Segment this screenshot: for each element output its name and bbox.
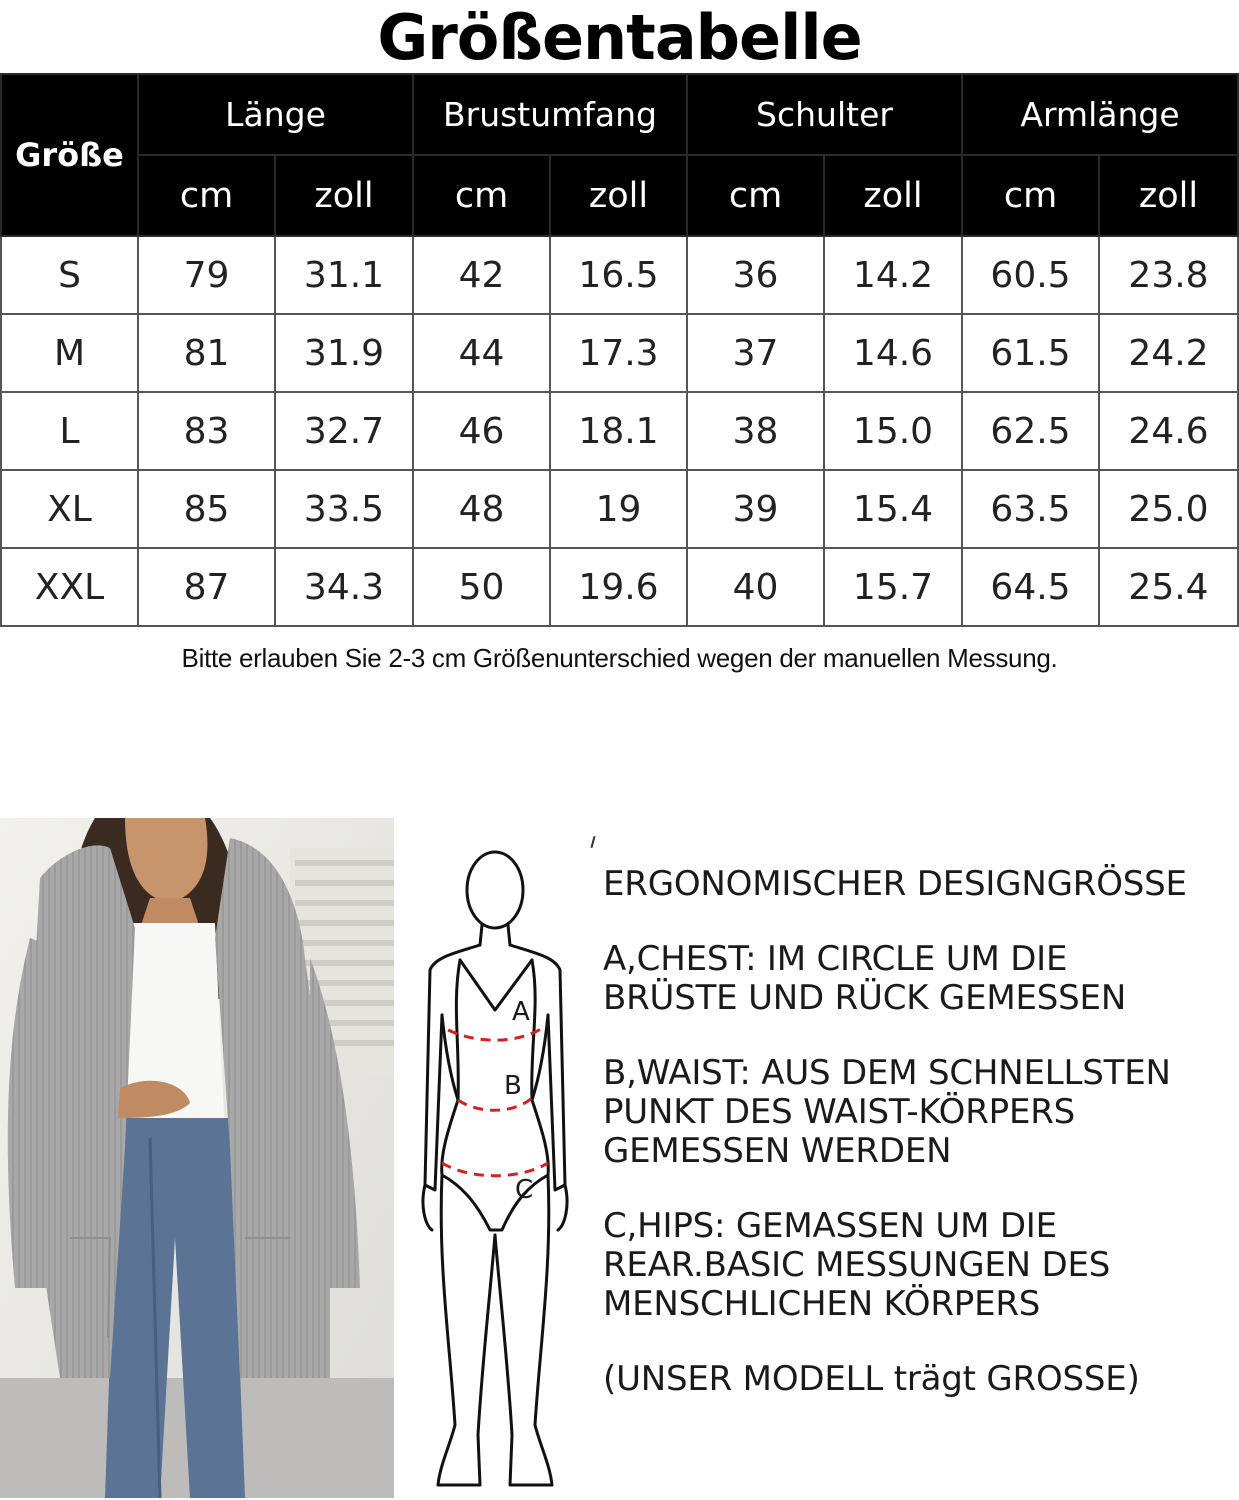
value-cell: 38 [687,392,824,470]
label-a: A [512,997,530,1027]
value-cell: 31.1 [275,236,413,314]
value-cell: 60.5 [962,236,1099,314]
size-cell: XXL [1,548,138,626]
description-heading: ERGONOMISCHER DESIGNGRÖSSE [603,864,1187,904]
description-chest: A,CHEST: IM CIRCLE UM DIE BRÜSTE UND RÜCK GEMESSEN [603,939,1127,1018]
measurement-note: Bitte erlauben Sie 2-3 cm Größenunterschied wegen der manuellen Messung. [181,643,1058,673]
value-cell: 15.4 [824,470,962,548]
value-cell: 87 [138,548,275,626]
unit-header: zoll [1099,155,1238,236]
table-header-row [1,74,1238,155]
value-cell: 64.5 [962,548,1099,626]
value-cell: 42 [413,236,550,314]
size-cell: L [1,392,138,470]
label-b: B [504,1071,522,1101]
value-cell: 48 [413,470,550,548]
unit-header: cm [687,155,824,236]
description-waist: B,WAIST: AUS DEM SCHNELLSTEN PUNKT DES WAIST-KÖRPERS GEMESSEN WERDEN [603,1053,1171,1171]
group-header-brustumfang: Brustumfang [413,74,687,155]
value-cell: 31.9 [275,314,413,392]
size-table [0,73,1239,627]
value-cell: 85 [138,470,275,548]
value-cell: 34.3 [275,548,413,626]
body-diagram [420,845,580,1495]
value-cell: 39 [687,470,824,548]
value-cell: 79 [138,236,275,314]
model-photo-illustration [0,818,394,1498]
description-model: (UNSER MODELL trägt GROSSE) [603,1359,1140,1399]
value-cell: 15.0 [824,392,962,470]
value-cell: 14.2 [824,236,962,314]
measurement-description [603,865,1233,1435]
model-photo [0,818,394,1498]
value-cell: 33.5 [275,470,413,548]
size-header: Größe [1,74,138,236]
label-c: C [515,1175,534,1205]
description-hips: C,HIPS: GEMASSEN UM DIE REAR.BASIC MESSUNGEN DES MENSCHLICHEN KÖRPERS [603,1206,1111,1324]
value-cell: 46 [413,392,550,470]
unit-header: cm [413,155,550,236]
value-cell: 14.6 [824,314,962,392]
value-cell: 81 [138,314,275,392]
value-cell: 62.5 [962,392,1099,470]
table-row [1,314,1238,392]
value-cell: 50 [413,548,550,626]
value-cell: 44 [413,314,550,392]
size-cell: XL [1,470,138,548]
value-cell: 25.4 [1099,548,1238,626]
table-row [1,548,1238,626]
page-title: Größentabelle [377,1,862,74]
unit-header: zoll [275,155,413,236]
value-cell: 36 [687,236,824,314]
unit-header: zoll [824,155,962,236]
value-cell: 18.1 [550,392,687,470]
value-cell: 15.7 [824,548,962,626]
value-cell: 24.6 [1099,392,1238,470]
value-cell: 40 [687,548,824,626]
value-cell: 24.2 [1099,314,1238,392]
size-cell: M [1,314,138,392]
table-row [1,392,1238,470]
size-cell: S [1,236,138,314]
unit-header: zoll [550,155,687,236]
value-cell: 19.6 [550,548,687,626]
decorative-mark [590,836,595,848]
table-row [1,236,1238,314]
value-cell: 37 [687,314,824,392]
unit-header: cm [962,155,1099,236]
value-cell: 17.3 [550,314,687,392]
group-header-armlaenge: Armlänge [962,74,1238,155]
table-unit-row [1,155,1238,236]
group-header-laenge: Länge [138,74,413,155]
value-cell: 83 [138,392,275,470]
value-cell: 19 [550,470,687,548]
value-cell: 25.0 [1099,470,1238,548]
group-header-schulter: Schulter [687,74,962,155]
value-cell: 23.8 [1099,236,1238,314]
value-cell: 32.7 [275,392,413,470]
unit-header: cm [138,155,275,236]
body-outline-illustration [420,845,580,1495]
value-cell: 16.5 [550,236,687,314]
value-cell: 63.5 [962,470,1099,548]
table-row [1,470,1238,548]
value-cell: 61.5 [962,314,1099,392]
